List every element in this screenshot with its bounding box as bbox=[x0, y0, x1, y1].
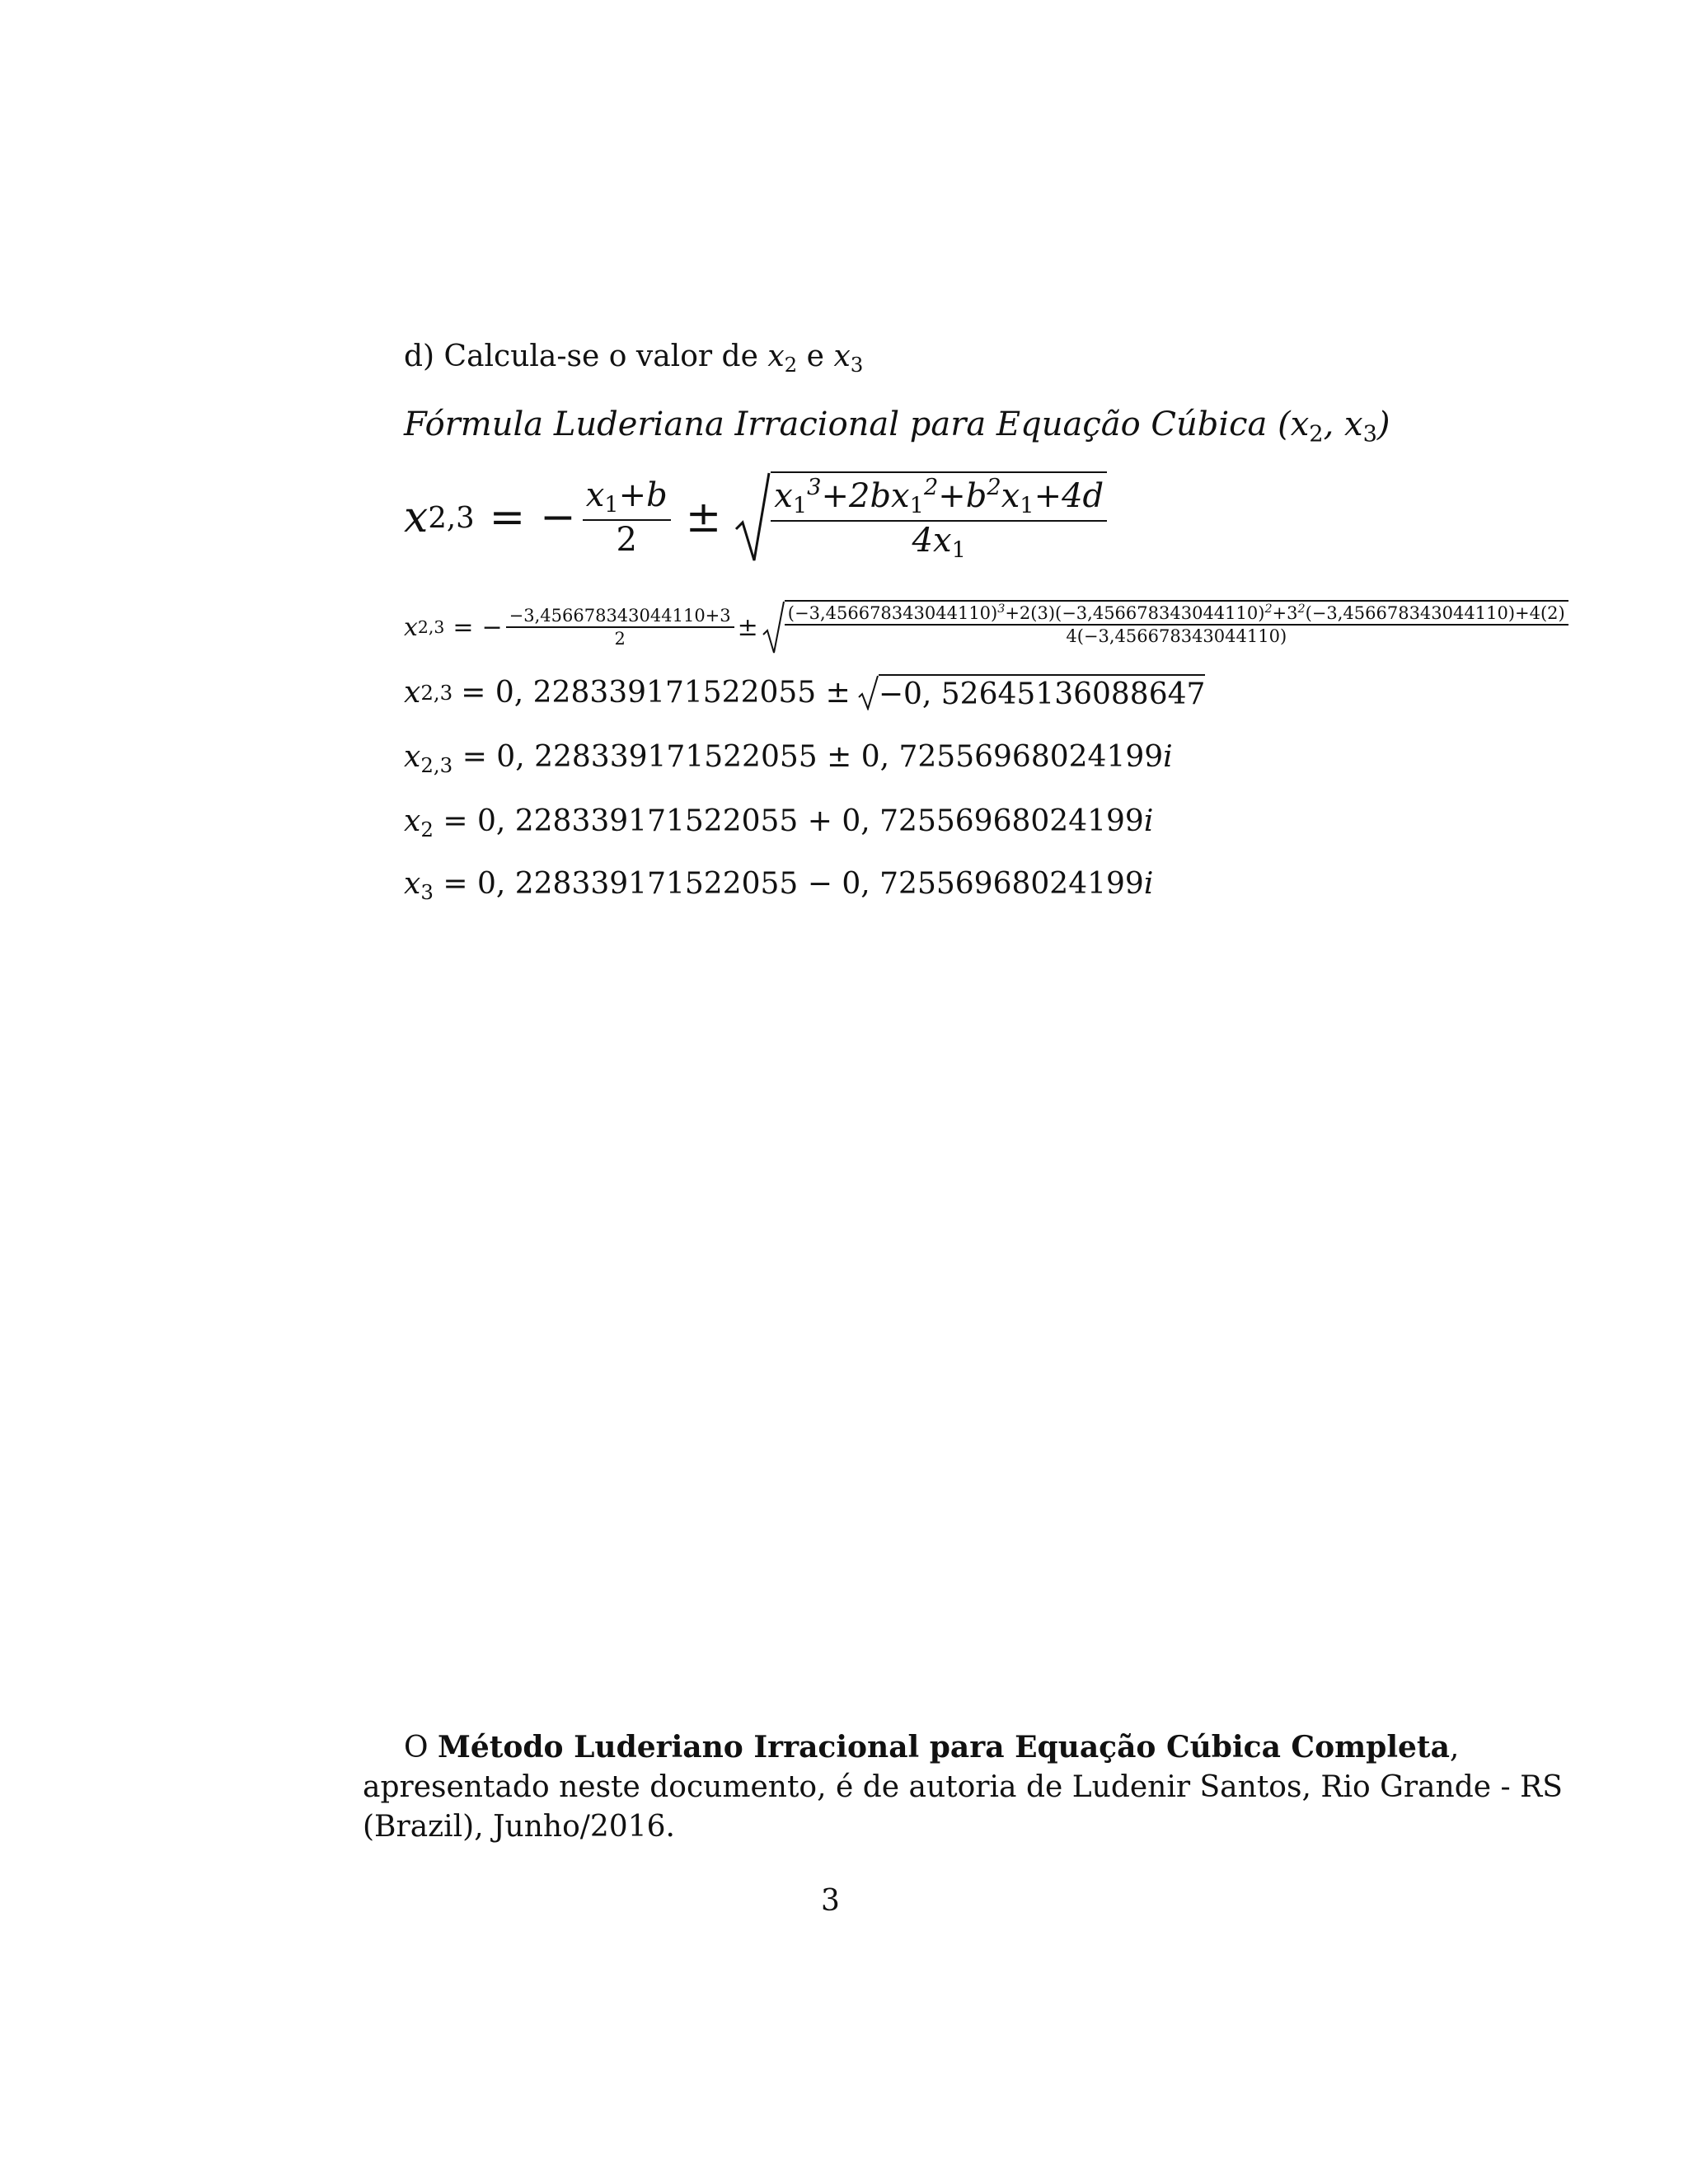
sc-imag-unit: i bbox=[1163, 740, 1173, 774]
sf-sqrt bbox=[762, 600, 1568, 654]
gf-fn-sub: 1 bbox=[604, 492, 619, 518]
method-name: Método Luderiano Irracional para Equação Cúbica Completa bbox=[437, 1730, 1450, 1765]
sf-rn-c-sup: 2 bbox=[1297, 602, 1306, 616]
sf-rad-num bbox=[785, 603, 1568, 626]
substituted-formula bbox=[404, 600, 1568, 654]
gf-equals: = bbox=[489, 493, 526, 542]
gf-frac-num bbox=[583, 478, 671, 521]
sf-fraction bbox=[506, 607, 734, 648]
gf-rd-coef: 4x bbox=[912, 522, 952, 560]
sf-pm: ± bbox=[737, 612, 758, 642]
sf-equals: = bbox=[452, 612, 474, 642]
sub-2: 2 bbox=[784, 352, 798, 377]
gf-fraction bbox=[583, 476, 671, 560]
page-number: 3 bbox=[821, 1884, 840, 1918]
note-line-2: apresentado neste documento, é de autoria de Ludenir Santos, Rio Grande - RS bbox=[363, 1770, 1563, 1804]
var-x2: x bbox=[767, 340, 785, 373]
step-heading bbox=[404, 340, 863, 377]
sc-lhs-var: x bbox=[404, 740, 421, 774]
gf-frac-den: 2 bbox=[616, 521, 637, 560]
gf-rn-a-sup: 3 bbox=[807, 475, 822, 500]
note-line-3: (Brazil), Junho/2016. bbox=[363, 1810, 675, 1844]
paren-open: ( bbox=[1278, 405, 1291, 443]
authorship-note bbox=[363, 1727, 1563, 1847]
sc-rhs: = 0, 228339171522055 ± 0, 72556968024199 bbox=[462, 740, 1164, 774]
note-line-1 bbox=[363, 1727, 1460, 1768]
gf-rn-e: +4d bbox=[1034, 476, 1104, 515]
root-x2 bbox=[404, 804, 1153, 841]
r3-imag-unit: i bbox=[1143, 867, 1154, 901]
radical-sign-icon bbox=[762, 600, 785, 654]
gf-rn-b-sub: 1 bbox=[909, 493, 924, 519]
gf-lhs-sub: 2,3 bbox=[428, 500, 475, 535]
sf-rn-a-sup: 3 bbox=[997, 602, 1006, 616]
ss-sqrt bbox=[857, 674, 1206, 711]
r3-lhs-var: x bbox=[404, 867, 421, 901]
sf-rn-d: (−3,456678343044110)+4(2) bbox=[1305, 602, 1565, 623]
radical-sign-icon bbox=[857, 674, 879, 710]
sf-rad-den: 4(−3,456678343044110) bbox=[1066, 626, 1287, 646]
ss-rhs: = 0, 228339171522055 ± bbox=[461, 676, 851, 710]
gf-rad-num bbox=[771, 476, 1107, 522]
gf-minus: − bbox=[540, 493, 576, 542]
sf-rn-c: +3 bbox=[1272, 602, 1298, 623]
title-comma: , bbox=[1323, 405, 1334, 443]
gf-fn-rest: +b bbox=[618, 476, 668, 514]
ss-lhs-var: x bbox=[404, 676, 421, 710]
gf-rn-c-sup: 2 bbox=[987, 475, 1001, 500]
ss-radicand: −0, 52645136088647 bbox=[879, 674, 1206, 711]
radical-sign-icon bbox=[734, 471, 771, 564]
ss-lhs-sub: 2,3 bbox=[420, 681, 453, 705]
paren-close: ) bbox=[1376, 405, 1390, 443]
gf-fn-x: x bbox=[585, 476, 605, 514]
title-x3: x bbox=[1344, 405, 1363, 443]
sf-frac-den: 2 bbox=[614, 629, 626, 649]
conjunction: e bbox=[806, 340, 824, 373]
r3-rhs: = 0, 228339171522055 − 0, 72556968024199 bbox=[443, 867, 1144, 901]
gf-rd-sub: 1 bbox=[951, 537, 966, 564]
note-lead: O bbox=[404, 1731, 429, 1765]
gf-pm: ± bbox=[685, 493, 722, 542]
step-label: d) Calcula-se o valor de bbox=[404, 340, 758, 373]
sf-radicand bbox=[785, 600, 1568, 654]
gf-rn-a: x bbox=[774, 476, 793, 515]
gf-radicand bbox=[771, 471, 1107, 564]
sf-rad-frac bbox=[785, 603, 1568, 645]
note-comma: , bbox=[1449, 1731, 1460, 1765]
gf-rn-c: +b bbox=[938, 476, 987, 515]
sf-rn-b-sup: 2 bbox=[1264, 602, 1273, 616]
gf-lhs-var: x bbox=[404, 493, 429, 542]
sf-lhs-sub: 2,3 bbox=[417, 617, 445, 637]
title-sub3: 3 bbox=[1362, 421, 1377, 448]
sc-lhs-sub: 2,3 bbox=[420, 752, 453, 777]
var-x3: x bbox=[833, 340, 851, 373]
title-x2: x bbox=[1290, 405, 1310, 443]
r2-rhs: = 0, 228339171522055 + 0, 72556968024199 bbox=[443, 804, 1144, 838]
sf-rn-a: (−3,456678343044110) bbox=[787, 602, 998, 623]
sf-lhs-var: x bbox=[404, 612, 418, 642]
general-formula bbox=[404, 471, 1107, 564]
sub-3: 3 bbox=[850, 352, 864, 377]
formula-title bbox=[404, 405, 1390, 448]
gf-rn-d-sub: 1 bbox=[1020, 493, 1034, 519]
sf-rn-b: +2(3)(−3,456678343044110) bbox=[1005, 602, 1265, 623]
gf-rn-d: x bbox=[1001, 476, 1020, 515]
gf-rad-frac bbox=[771, 476, 1107, 563]
r2-imag-unit: i bbox=[1143, 804, 1154, 838]
gf-rn-a-sub: 1 bbox=[792, 493, 808, 519]
gf-rad-den bbox=[912, 522, 966, 563]
root-x3 bbox=[404, 867, 1153, 904]
r3-lhs-sub: 3 bbox=[420, 879, 434, 904]
step-sqrt bbox=[404, 674, 1205, 711]
gf-rn-b-sup: 2 bbox=[923, 475, 939, 500]
formula-title-text: Fórmula Luderiana Irracional para Equação Cúbica bbox=[404, 405, 1268, 443]
r2-lhs-sub: 2 bbox=[420, 817, 434, 841]
step-complex bbox=[404, 740, 1173, 777]
sf-minus: − bbox=[481, 612, 503, 642]
r2-lhs-var: x bbox=[404, 804, 421, 838]
gf-rn-b: +2bx bbox=[821, 476, 910, 515]
sf-frac-num: −3,456678343044110+3 bbox=[506, 607, 734, 628]
title-sub2: 2 bbox=[1309, 421, 1324, 448]
gf-sqrt bbox=[734, 471, 1107, 564]
